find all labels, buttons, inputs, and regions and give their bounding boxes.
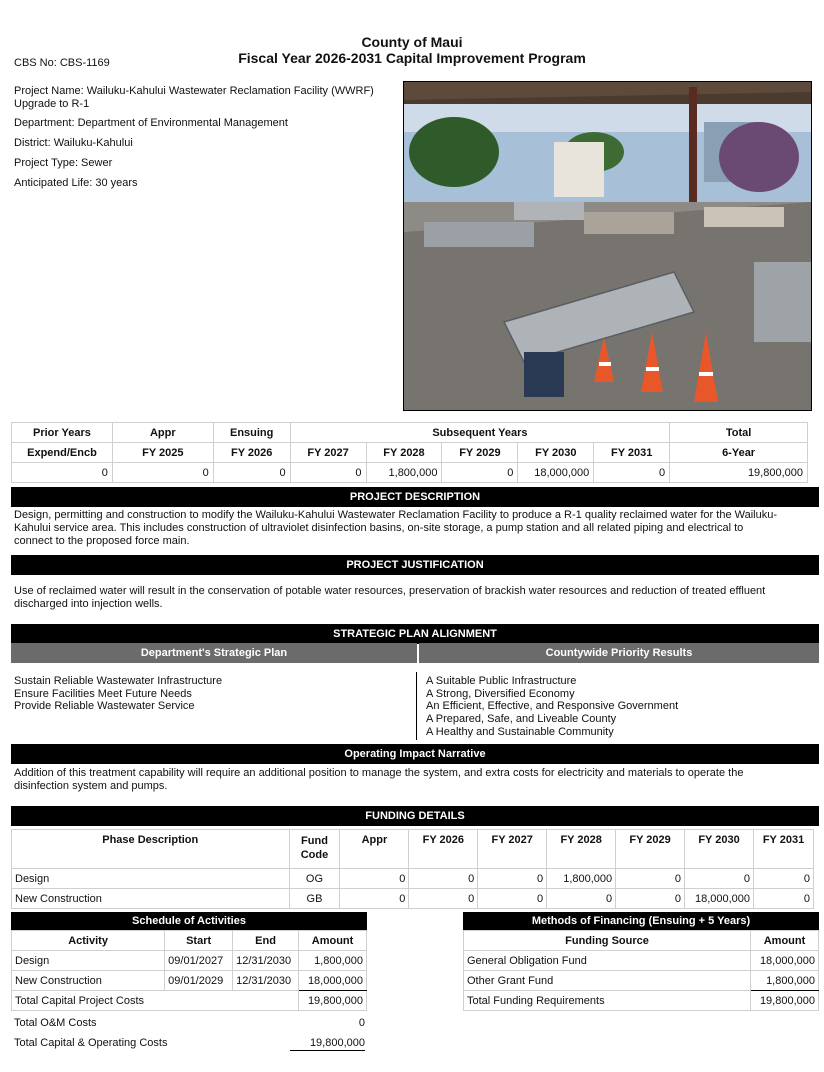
total-capital-operating-label: Total Capital & Operating Costs	[14, 1037, 168, 1049]
funding-details-header: FUNDING DETAILS	[11, 806, 819, 826]
county-item: A Prepared, Safe, and Liveable County	[426, 713, 617, 726]
anticipated-life: Anticipated Life: 30 years	[14, 177, 138, 189]
funding-details-table	[11, 829, 814, 909]
schedule-table	[11, 930, 367, 1011]
project-type: Project Type: Sewer	[14, 157, 113, 169]
fd-fy2030: 0	[685, 869, 754, 889]
fd-fy2029: 0	[616, 889, 685, 909]
fd-fy2031: 0	[754, 869, 814, 889]
description-line-1: Design, permitting and construction to modify the Wailuku-Kahului Wastewater Reclamation Facility to produce a R-1 quality reclaimed water for the Wailuku-	[14, 509, 777, 521]
hdr-fd-fy2027: FY 2027	[478, 830, 547, 869]
county-item: A Suitable Public Infrastructure	[426, 675, 577, 687]
fin-amount: 1,800,000	[751, 971, 819, 991]
total-capital-value: 19,800,000	[299, 991, 367, 1011]
hdr-fd-fy2031: FY 2031	[754, 830, 814, 869]
hdr-subsequent-years: Subsequent Years	[290, 423, 670, 443]
total-funding-value: 19,800,000	[751, 991, 819, 1011]
hdr-fd-appr: Appr	[340, 830, 409, 869]
hdr-fund-code	[289, 830, 340, 869]
hdr-phase-description: Phase Description	[12, 830, 290, 869]
hdr-financing-amount: Amount	[751, 931, 819, 951]
program-title: Fiscal Year 2026-2031 Capital Improvement Program	[238, 50, 586, 66]
dept-item: Ensure Facilities Meet Future Needs	[14, 687, 192, 700]
strategic-plan-header: STRATEGIC PLAN ALIGNMENT	[11, 624, 819, 644]
county-title: County of Maui	[361, 34, 463, 50]
hdr-fy2026: FY 2026	[213, 443, 290, 463]
countywide-priority-list	[426, 675, 816, 739]
fd-fy2026: 0	[409, 869, 478, 889]
val-fy2030: 18,000,000	[518, 463, 594, 483]
fd-fy2029: 0	[616, 869, 685, 889]
hdr-fd-fy2026: FY 2026	[409, 830, 478, 869]
fd-appr: 0	[340, 889, 409, 909]
dept-item: Provide Reliable Wastewater Service	[14, 700, 195, 713]
hdr-fy2025: FY 2025	[112, 443, 213, 463]
schedule-of-activities	[11, 912, 367, 1011]
description-line-2: Kahului service area. This includes construction of ultraviolet disinfection basins, on-site storage, a pump station and all related piping and electrical to	[14, 522, 744, 534]
hdr-expend-encb: Expend/Encb	[12, 443, 113, 463]
district: District: Wailuku-Kahului	[14, 137, 133, 149]
project-justification-header: PROJECT JUSTIFICATION	[11, 555, 819, 575]
hdr-ensuing: Ensuing	[213, 423, 290, 443]
total-om-label: Total O&M Costs	[14, 1017, 97, 1029]
fd-appr: 0	[340, 869, 409, 889]
hdr-amount: Amount	[299, 931, 367, 951]
justification-line-2: discharged into injection wells.	[14, 598, 163, 610]
project-justification-text	[14, 585, 809, 611]
project-description-header: PROJECT DESCRIPTION	[11, 487, 819, 507]
val-appr: 0	[112, 463, 213, 483]
financing-header: Methods of Financing (Ensuing + 5 Years)	[463, 912, 819, 930]
funding-row	[12, 869, 814, 889]
project-name-line1: Project Name: Wailuku-Kahului Wastewater Reclamation Facility (WWRF)	[14, 85, 374, 97]
sched-activity: Design	[12, 951, 165, 971]
hdr-fd-fy2030: FY 2030	[685, 830, 754, 869]
countywide-priority-header: Countywide Priority Results	[419, 643, 819, 663]
facility-photo-illustration	[404, 82, 811, 410]
val-fy2029: 0	[442, 463, 518, 483]
total-om-value: 0	[358, 1017, 365, 1029]
fd-fy2031: 0	[754, 889, 814, 909]
sched-start: 09/01/2027	[165, 951, 233, 971]
val-ensuing: 0	[213, 463, 290, 483]
county-item: A Strong, Diversified Economy	[426, 687, 575, 700]
hdr-fy2027: FY 2027	[290, 443, 366, 463]
county-item: An Efficient, Effective, and Responsive Government	[426, 700, 679, 713]
hdr-total: Total	[670, 423, 808, 443]
hdr-fy2030: FY 2030	[518, 443, 594, 463]
fd-code: GB	[289, 889, 340, 909]
hdr-prior-years: Prior Years	[12, 423, 113, 443]
fd-phase: New Construction	[12, 889, 290, 909]
sched-amount: 1,800,000	[299, 951, 367, 971]
val-prior: 0	[12, 463, 113, 483]
fin-amount: 18,000,000	[751, 951, 819, 971]
summary-table	[11, 422, 808, 483]
sched-start: 09/01/2029	[165, 971, 233, 991]
financing-row	[464, 951, 819, 971]
hdr-funding-source: Funding Source	[464, 931, 751, 951]
hdr-fy2029: FY 2029	[442, 443, 518, 463]
fd-phase: Design	[12, 869, 290, 889]
strategic-divider	[416, 672, 417, 740]
financing-row	[464, 971, 819, 991]
sched-activity: New Construction	[12, 971, 165, 991]
hdr-activity: Activity	[12, 931, 165, 951]
project-description-text	[14, 509, 809, 548]
hdr-fd-fy2029: FY 2029	[616, 830, 685, 869]
fd-fy2028: 1,800,000	[547, 869, 616, 889]
dept-strategic-plan-header: Department's Strategic Plan	[11, 643, 417, 663]
schedule-row	[12, 971, 367, 991]
operating-line-1: Addition of this treatment capability will require an additional position to manage the system, and extra costs for electricity and materials to operate the	[14, 767, 744, 779]
operating-impact-text	[14, 767, 809, 793]
hdr-6-year: 6-Year	[670, 443, 808, 463]
schedule-header: Schedule of Activities	[11, 912, 367, 930]
funding-row	[12, 889, 814, 909]
val-fy2027: 0	[290, 463, 366, 483]
county-item: A Healthy and Sustainable Community	[426, 725, 614, 738]
hdr-fy2031: FY 2031	[594, 443, 670, 463]
project-name-line2: Upgrade to R-1	[14, 98, 90, 110]
methods-of-financing	[463, 912, 819, 1011]
sched-end: 12/31/2030	[233, 971, 299, 991]
hdr-start: Start	[165, 931, 233, 951]
sched-end: 12/31/2030	[233, 951, 299, 971]
justification-line-1: Use of reclaimed water will result in the conservation of potable water resources, preservation of brackish water resources and reduction of treated effluent	[14, 585, 766, 597]
total-capital-operating-value: 19,800,000	[290, 1037, 365, 1051]
operating-line-2: disinfection system and pumps.	[14, 780, 168, 792]
hdr-end: End	[233, 931, 299, 951]
facility-photo	[403, 81, 812, 411]
department: Department: Department of Environmental Management	[14, 117, 288, 129]
description-line-3: connect to the proposed force main.	[14, 535, 190, 547]
total-funding-label: Total Funding Requirements	[464, 991, 751, 1011]
val-6-year-total: 19,800,000	[670, 463, 808, 483]
sched-amount: 18,000,000	[299, 971, 367, 991]
dept-strategic-list	[14, 675, 409, 713]
val-fy2028: 1,800,000	[366, 463, 442, 483]
hdr-appr: Appr	[112, 423, 213, 443]
fin-source: Other Grant Fund	[464, 971, 751, 991]
hdr-fund-label: Fund	[301, 835, 328, 847]
hdr-fd-fy2028: FY 2028	[547, 830, 616, 869]
operating-impact-header: Operating Impact Narrative	[11, 744, 819, 764]
fd-fy2026: 0	[409, 889, 478, 909]
hdr-fy2028: FY 2028	[366, 443, 442, 463]
fin-source: General Obligation Fund	[464, 951, 751, 971]
financing-table	[463, 930, 819, 1011]
cbs-number: CBS No: CBS-1169	[14, 57, 110, 69]
total-capital-label: Total Capital Project Costs	[12, 991, 299, 1011]
fd-code: OG	[289, 869, 340, 889]
fd-fy2027: 0	[478, 869, 547, 889]
hdr-code-label: Code	[300, 849, 329, 861]
schedule-row	[12, 951, 367, 971]
fd-fy2030: 18,000,000	[685, 889, 754, 909]
fd-fy2028: 0	[547, 889, 616, 909]
val-fy2031: 0	[594, 463, 670, 483]
dept-item: Sustain Reliable Wastewater Infrastructure	[14, 675, 223, 687]
fd-fy2027: 0	[478, 889, 547, 909]
